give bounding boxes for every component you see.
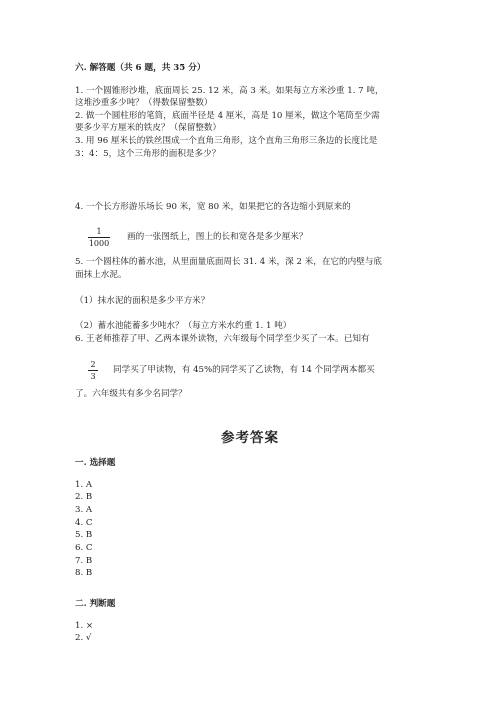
question-4-line-2: 画的一张图纸上，图上的长和宽各是多少厘米？: [127, 232, 308, 242]
fraction-denominator: 3: [90, 372, 96, 381]
answer-item: 8. B: [75, 568, 93, 578]
question-5-sub-2: （2）蓄水池能蓄多少吨水？（每立方米水约重 1. 1 吨）: [75, 321, 292, 331]
answer-item: 2. √: [75, 633, 92, 643]
question-6-line-3: 了。六年级共有多少名同学？: [75, 389, 187, 399]
answer-item: 1. ×: [75, 621, 94, 631]
fraction-numerator: 2: [90, 360, 96, 369]
answer-item: 1. A: [75, 480, 93, 490]
question-5-line-1: 5. 一个圆柱体的蓄水池，从里面量底面周长 31. 4 米，深 2 米，在它的内壁与底: [75, 257, 383, 267]
answer-item: 4. C: [75, 518, 93, 528]
answer-item: 5. B: [75, 530, 93, 540]
question-3-line-2: 3：4：5，这个三角形的面积是多少？: [75, 149, 221, 159]
section-heading: 六. 解答题（共 6 题，共 35 分）: [75, 63, 206, 73]
answers-section-1-heading: 一. 选择题: [75, 458, 116, 468]
answers-title: 参考答案: [221, 430, 279, 446]
question-2-line-2: 要多少平方厘米的铁皮？（保留整数）: [75, 123, 222, 133]
question-1-line-2: 这堆沙重多少吨？（得数保留整数）: [75, 98, 213, 108]
fraction-denominator: 1000: [88, 239, 110, 248]
question-4-fraction: [88, 227, 110, 248]
question-2-line-1: 2. 做一个圆柱形的笔筒，底面半径是 4 厘米，高是 10 厘米，做这个笔筒至少需: [75, 111, 380, 121]
fraction-bar: [88, 370, 98, 371]
question-5-line-2: 面抹上水泥。: [75, 270, 127, 280]
answers-section-2-heading: 二. 判断题: [75, 599, 116, 609]
question-1-line-1: 1. 一个圆锥形沙堆，底面周长 25. 12 米，高 3 米。如果每立方米沙重 1. 7 吨，: [75, 86, 384, 96]
answer-item: 3. A: [75, 505, 93, 515]
question-5-sub-1: （1）抹水泥的面积是多少平方米？: [75, 296, 210, 306]
question-4-line-1: 4. 一个长方形游乐场长 90 米，宽 80 米，如果把它的各边缩小到原来的: [75, 202, 351, 212]
question-6-line-2: 同学买了甲读物，有 45%的同学买了乙读物，有 14 个同学两本都买: [113, 365, 375, 375]
answer-item: 7. B: [75, 556, 93, 566]
fraction-bar: [88, 237, 110, 238]
question-3-line-1: 3. 用 96 厘米长的铁丝围成一个直角三角形，这个直角三角形三条边的长度比是: [75, 136, 378, 146]
question-6-line-1: 6. 王老师推荐了甲、乙两本课外读物，六年级每个同学至少买了一本。已知有: [75, 334, 370, 344]
question-6-fraction: [88, 360, 98, 381]
answer-item: 2. B: [75, 492, 93, 502]
fraction-numerator: 1: [96, 227, 102, 236]
answer-item: 6. C: [75, 543, 93, 553]
